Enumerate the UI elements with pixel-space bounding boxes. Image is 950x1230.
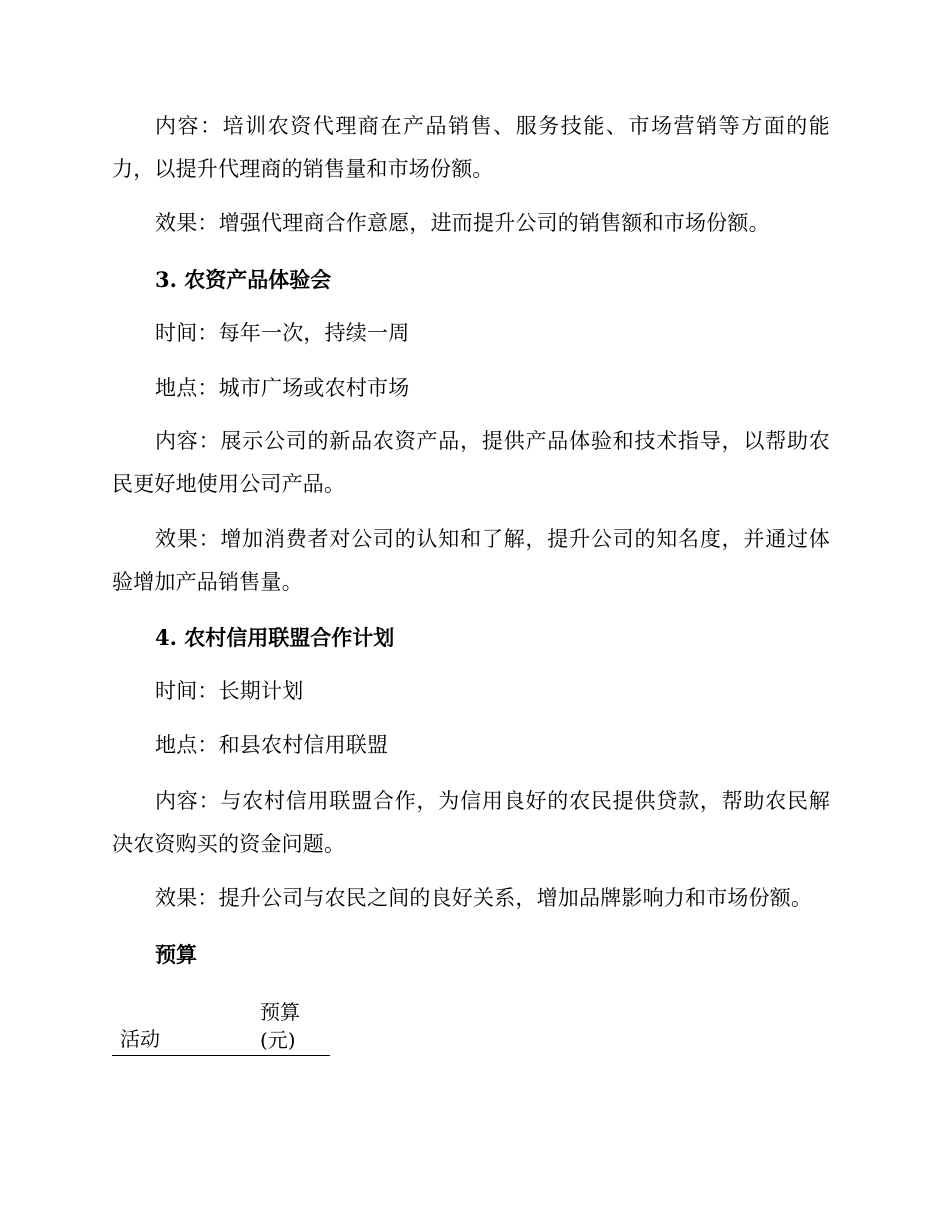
budget-table-col-activity: 活动 <box>120 1027 160 1051</box>
training-content-paragraph: 内容：培训农资代理商在产品销售、服务技能、市场营销等方面的能力，以提升代理商的销售量和市场份额。 <box>112 114 830 181</box>
fair-effect-paragraph: 效果：增加消费者对公司的认知和了解，提升公司的知名度，并通过体验增加产品销售量。 <box>112 527 830 594</box>
training-effect-paragraph: 效果：增强代理商合作意愿，进而提升公司的销售额和市场份额。 <box>155 211 770 235</box>
credit-time-paragraph: 时间：长期计划 <box>155 679 304 703</box>
fair-time-paragraph: 时间：每年一次，持续一周 <box>155 321 410 345</box>
budget-table-header <box>112 995 330 1056</box>
fair-location-paragraph: 地点：城市广场或农村市场 <box>155 376 410 400</box>
credit-location-paragraph: 地点：和县农村信用联盟 <box>155 733 389 757</box>
credit-effect-paragraph: 效果：提升公司与农民之间的良好关系，增加品牌影响力和市场份额。 <box>155 886 813 910</box>
budget-table-col-budget: 预算(元) <box>260 1000 300 1052</box>
fair-content-paragraph: 内容：展示公司的新品农资产品，提供产品体验和技术指导，以帮助农民更好地使用公司产品。 <box>112 429 830 496</box>
credit-content-paragraph: 内容：与农村信用联盟合作，为信用良好的农民提供贷款，帮助农民解决农资购买的资金问题。 <box>112 789 830 856</box>
section-heading-experience-fair: 3. 农资产品体验会 <box>155 267 332 292</box>
section-heading-credit-union: 4. 农村信用联盟合作计划 <box>155 625 395 650</box>
budget-heading: 预算 <box>155 942 197 967</box>
